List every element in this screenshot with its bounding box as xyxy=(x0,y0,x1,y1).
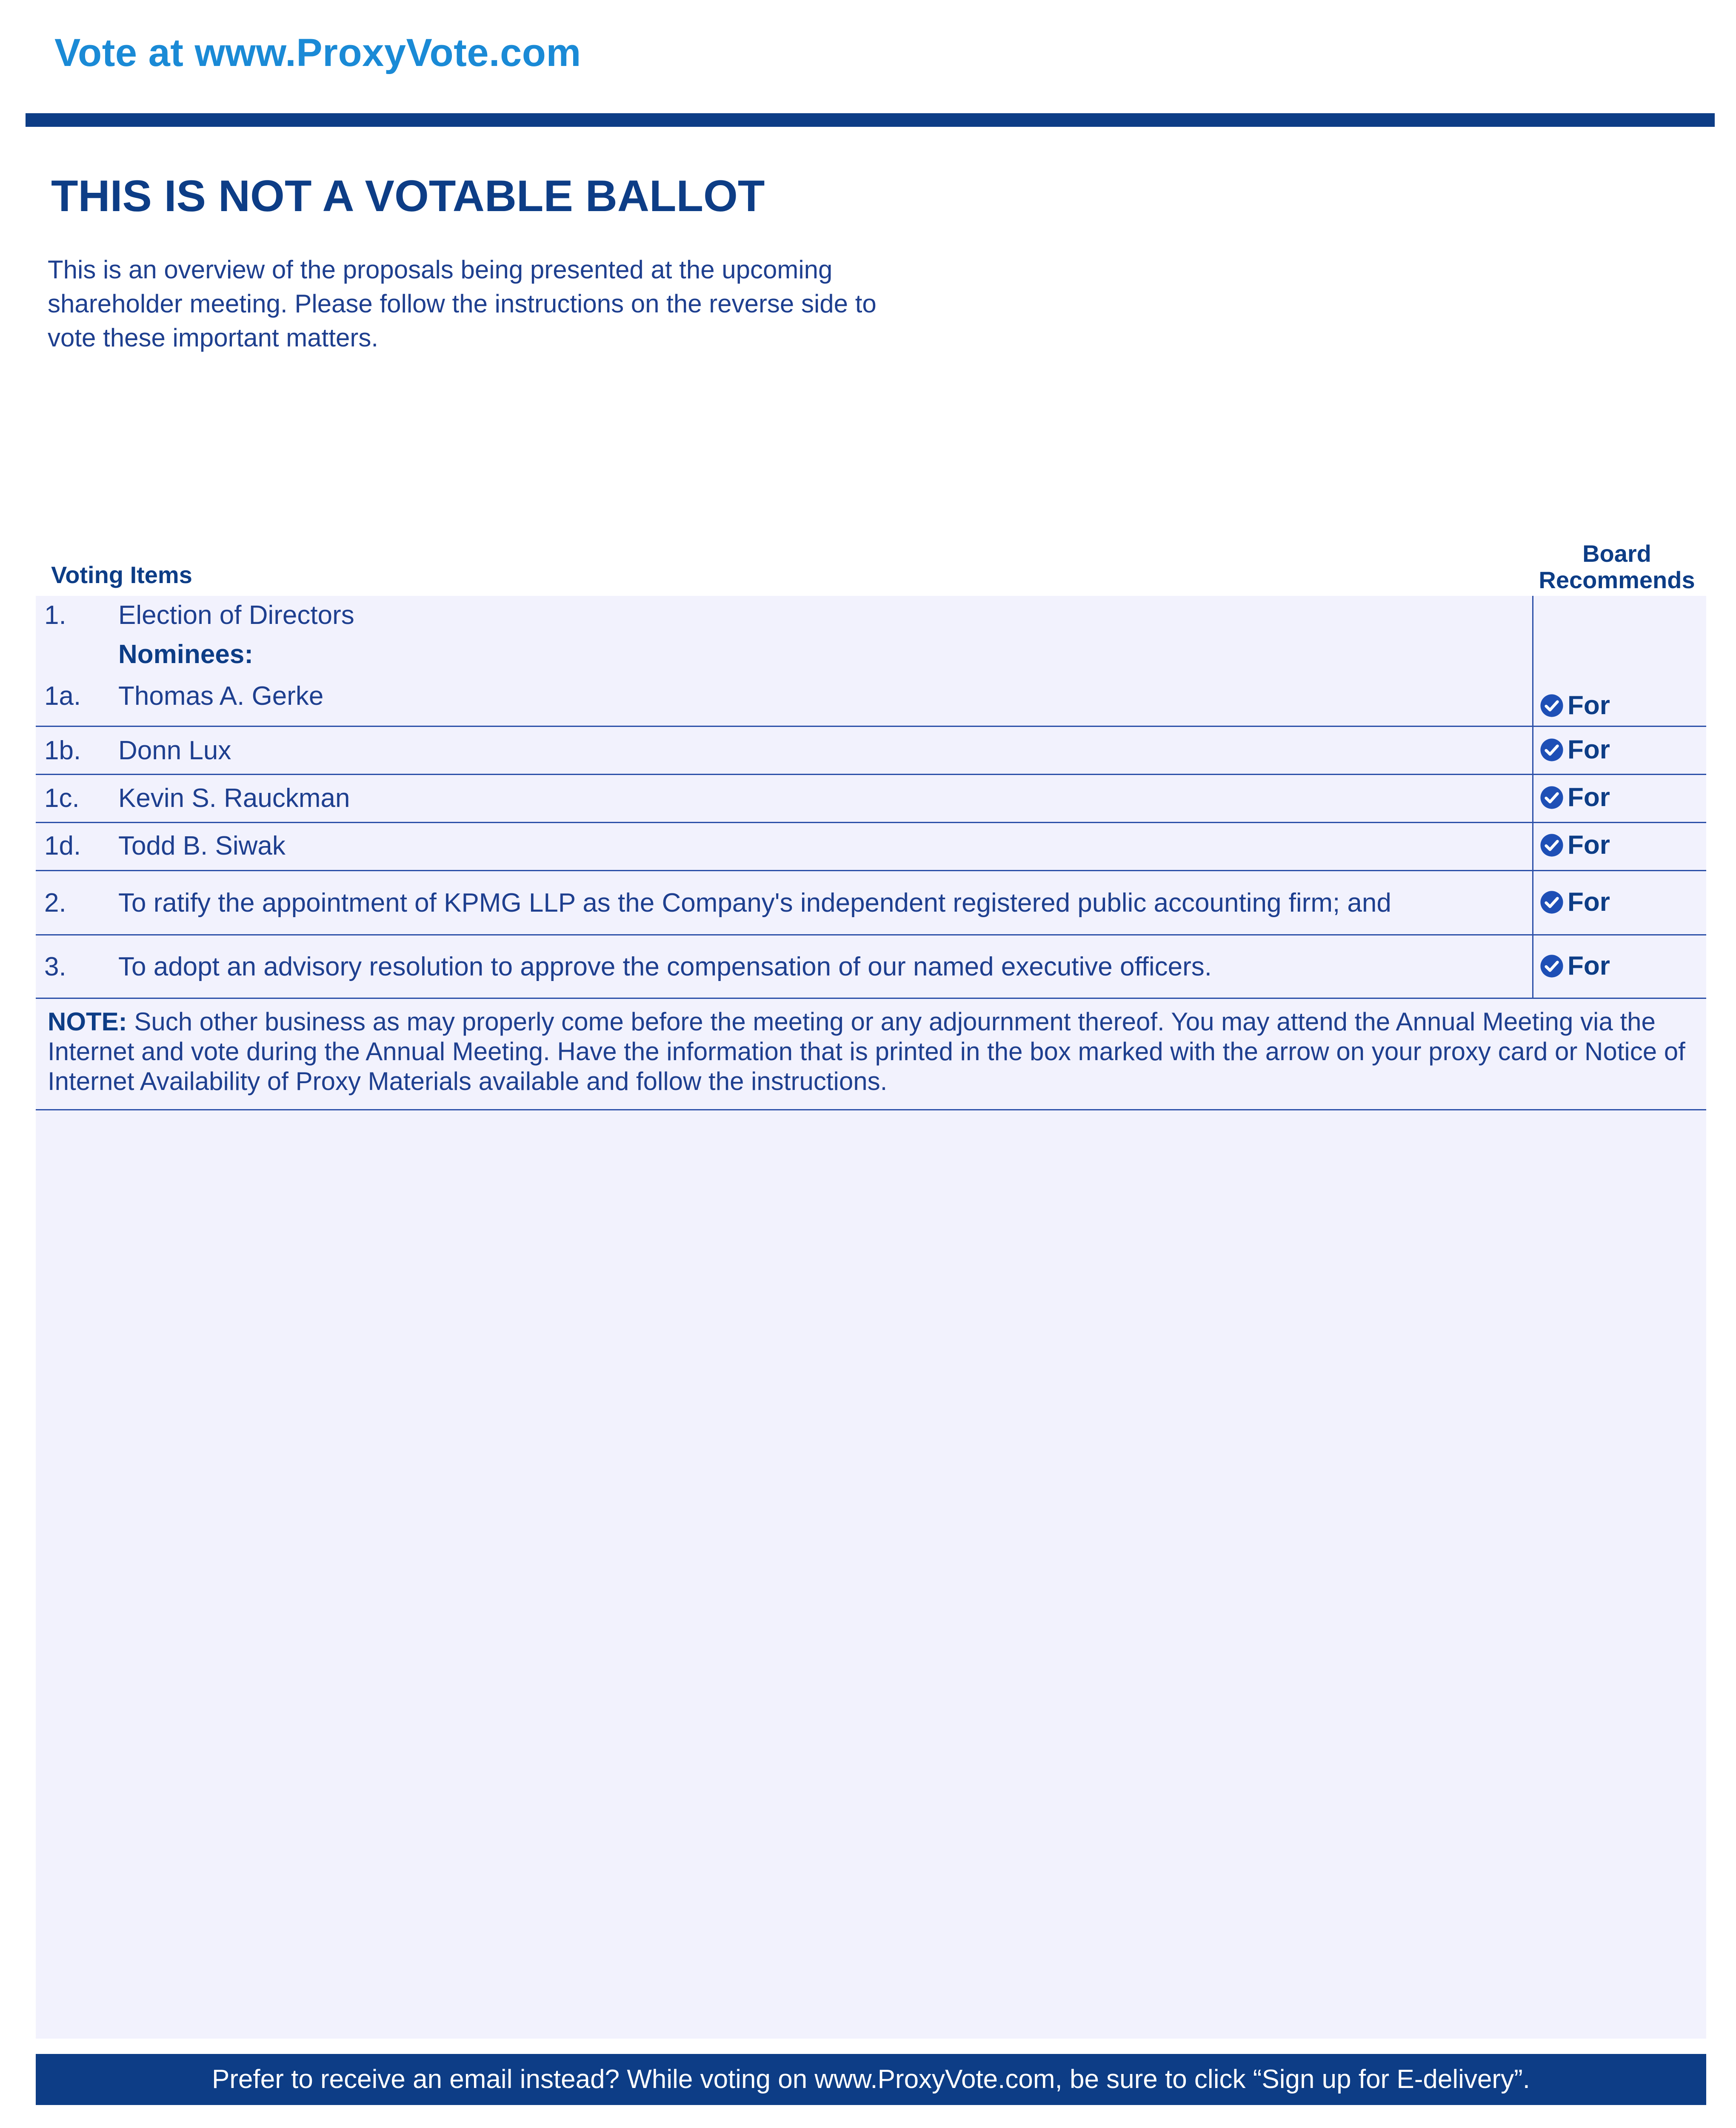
header-title: Vote at www.ProxyVote.com xyxy=(54,31,581,74)
board-recommendation xyxy=(1539,951,1610,981)
item-number: 2. xyxy=(44,888,66,918)
row-divider xyxy=(36,822,1706,823)
check-circle-icon xyxy=(1539,738,1564,762)
check-circle-icon xyxy=(1539,693,1564,718)
nominees-label: Nominees: xyxy=(118,640,253,669)
check-circle-icon xyxy=(1539,785,1564,810)
recommendation-label: For xyxy=(1568,951,1610,981)
nominee-name: Thomas A. Gerke xyxy=(118,681,324,711)
check-circle-icon xyxy=(1539,833,1564,858)
item-number: 1d. xyxy=(44,831,81,861)
row-divider xyxy=(36,998,1706,999)
item-number: 1b. xyxy=(44,736,81,765)
note-label: NOTE: xyxy=(48,1007,127,1036)
item-number: 1. xyxy=(44,601,66,630)
recommendation-label: For xyxy=(1568,691,1610,720)
nominee-name: Todd B. Siwak xyxy=(118,831,286,861)
board-recommendation xyxy=(1539,830,1610,860)
footer-banner: Prefer to receive an email instead? While voting on www.ProxyVote.com, be sure to click “Sign up for E-delivery”. xyxy=(36,2054,1706,2105)
item-number: 1c. xyxy=(44,784,80,813)
board-recommendation xyxy=(1539,887,1610,917)
check-circle-icon xyxy=(1539,890,1564,915)
check-circle-icon xyxy=(1539,954,1564,978)
header-rule xyxy=(26,113,1715,127)
item-number: 1a. xyxy=(44,681,81,711)
proposal-text: To ratify the appointment of KPMG LLP as the Company's independent registered public accounting firm; and xyxy=(118,888,1391,918)
recommendation-label: For xyxy=(1568,887,1610,917)
note-divider xyxy=(36,1109,1706,1110)
page-title: THIS IS NOT A VOTABLE BALLOT xyxy=(51,172,765,221)
board-recommendation xyxy=(1539,735,1610,765)
note-body: Such other business as may properly come before the meeting or any adjournment thereof. You may attend the Annual Meeting via the Internet and vote during the Annual Meeting. Have the information that is printed in the box marked with the arrow on your proxy card or Notice of Internet Availability of Proxy Materials available and follow the instructions. xyxy=(48,1007,1685,1095)
row-divider xyxy=(36,774,1706,775)
item-text: Election of Directors xyxy=(118,601,354,630)
recommendation-label: For xyxy=(1568,735,1610,764)
intro-text: This is an overview of the proposals being presented at the upcoming shareholder meeting. Please follow the instructions on the reverse side to vote these important matters. xyxy=(48,255,877,352)
item-number: 3. xyxy=(44,952,66,981)
column-header-voting-items: Voting Items xyxy=(51,561,192,588)
column-header-board-recommends: Board Recommends xyxy=(1539,540,1695,593)
nominee-name: Donn Lux xyxy=(118,736,231,765)
column-separator xyxy=(1532,596,1533,998)
board-recommendation xyxy=(1539,690,1610,721)
row-divider xyxy=(36,934,1706,935)
board-recommendation xyxy=(1539,782,1610,812)
recommendation-label: For xyxy=(1568,783,1610,812)
recommendation-label: For xyxy=(1568,830,1610,860)
row-divider xyxy=(36,870,1706,871)
nominee-name: Kevin S. Rauckman xyxy=(118,784,350,813)
note-text xyxy=(48,1007,1703,1096)
row-divider xyxy=(36,726,1706,727)
proposal-text: To adopt an advisory resolution to approve the compensation of our named executive officers. xyxy=(118,952,1212,981)
